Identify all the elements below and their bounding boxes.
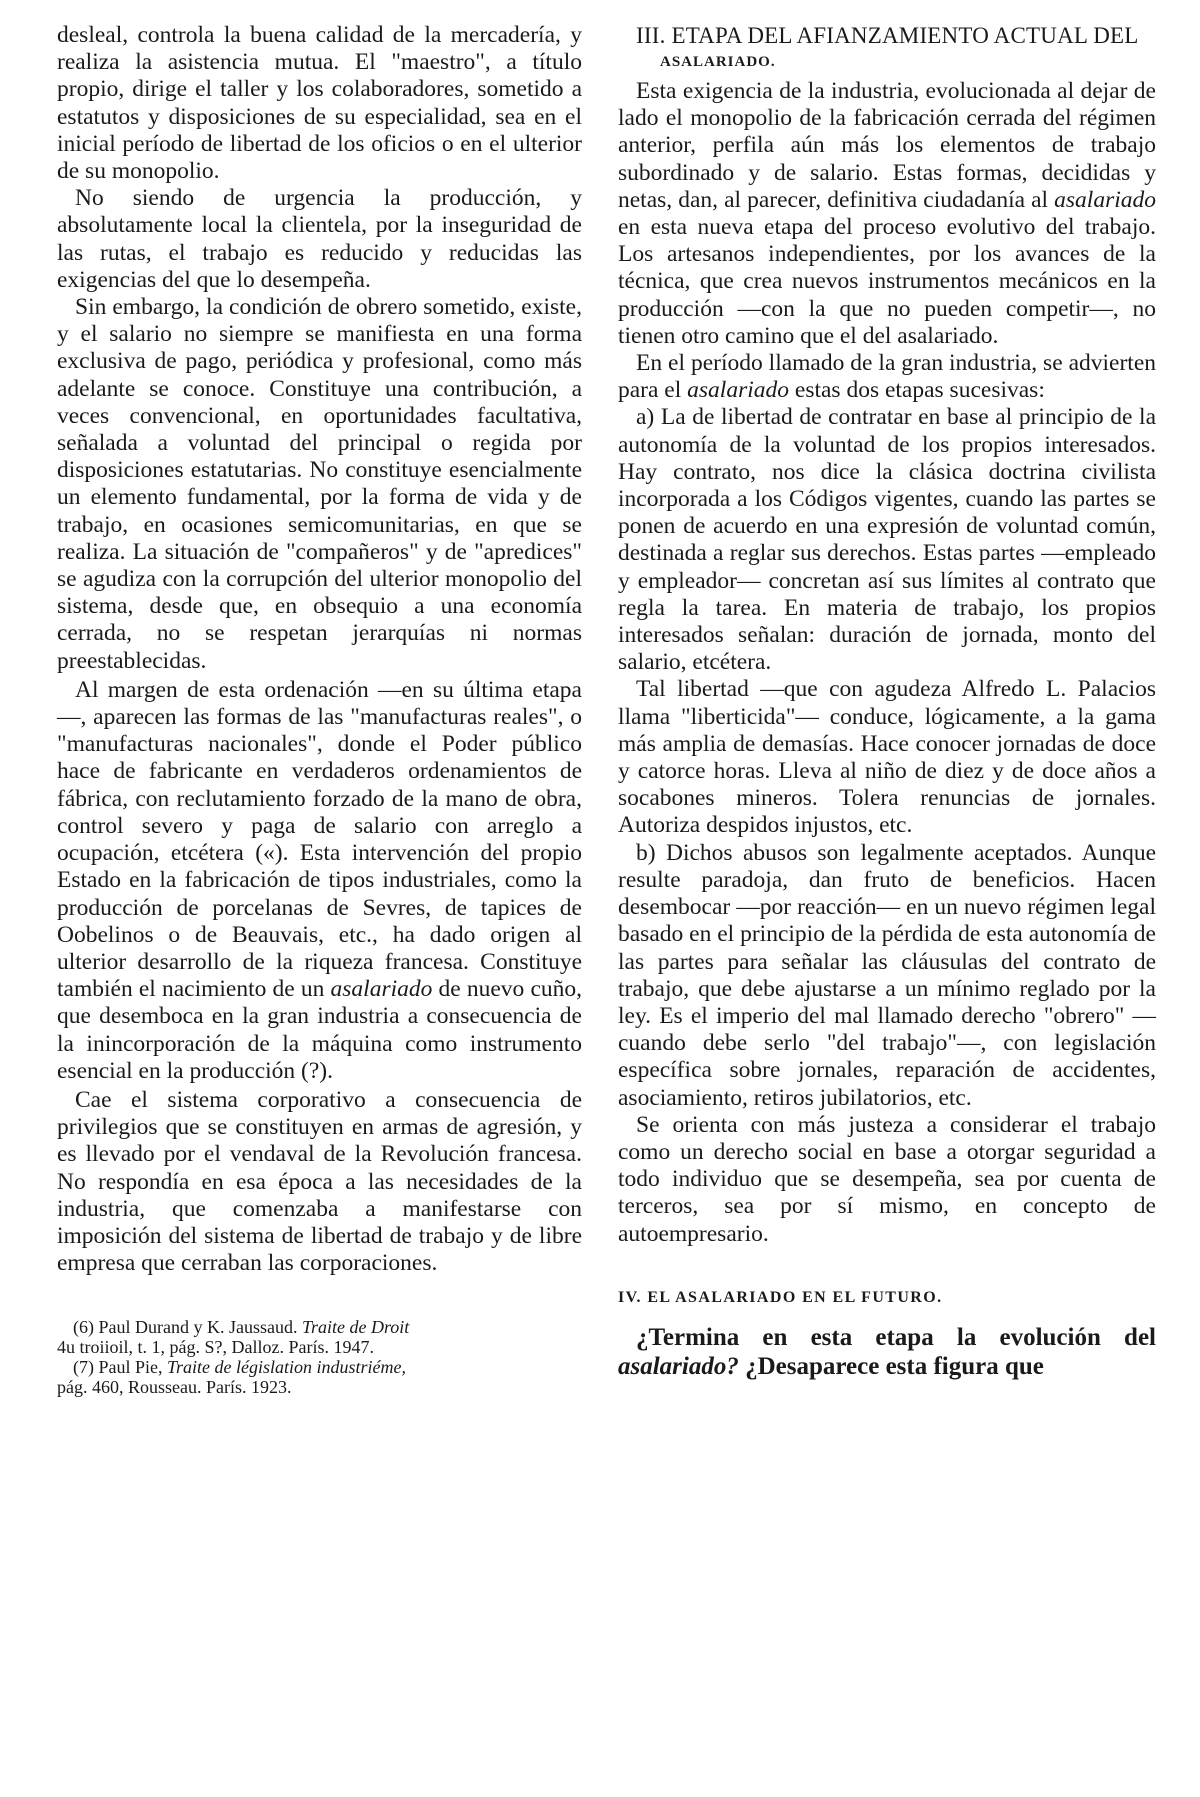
right-column [618,22,1156,1381]
paragraph: Sin embargo, la condición de obrero sometido, existe, y el salario no siempre se manifiesta en una forma exclusiva de pago, periódica y profesional, como más adelante se conoce. Constituye una contribución, a veces convencional, en oportunidades facultativa, señalada a voluntad del principal o regida por disposiciones estatutarias. No constituye esencialmente un elemento fundamental, por la forma de vida y de trabajo, en ocasiones semicomunitarias, en que se realiza. La situación de "compañeros" y de "apredices" se agudiza con la corrupción del ulterior monopolio del sistema, desde que, en obsequio a una economía cerrada, no se respetan jerarquías ni normas preestablecidas. [57,294,582,674]
paragraph: desleal, controla la buena calidad de la mercadería, y realiza la asistencia mutua. El "maestro", a título propio, dirige el taller y los colaboradores, sometido a estatutos y disposiciones de su especialidad, sea en el inicial período de libertad de los oficios o en el ulterior de su monopolio. [57,22,582,185]
emphasis-text: asalariado [1054,186,1156,213]
emphasis-text: asalariado [330,976,433,1003]
emphasis-text: asalariado [687,377,790,404]
section-heading-iii-cont: ASALARIADO. [660,54,776,70]
section-heading-iv: IV. EL ASALARIADO EN EL FUTURO. [618,1288,943,1306]
text-run: 4u troiioil, t. 1, pág. S?, Dalloz. París. 1947. [57,1337,374,1358]
paragraph [618,350,1156,404]
heading-text: III. ETAPA DEL AFIANZAMIENTO ACTUAL DEL [636,23,1139,48]
question-paragraph [618,1323,1156,1381]
paragraph: a) La de libertad de contratar en base al principio de la autonomía de la voluntad de los propios interesados. Hay contrato, nos dice la clásica doctrina civilista incorporada a los Códigos vigentes, cuando las partes se ponen de acuerdo en una expresión de voluntad común, destinada a reglar sus derechos. Estas partes —empleado y empleador— concretan así sus límites al contrato que regla la tarea. En materia de trabajo, los propios interesados señalan: duración de jornada, monto del salario, etcétera. [618,404,1156,676]
text-run: de nuevo cuño, que desemboca en la gran industria a consecuencia de la inincorporación de la máquina como instrumento esencial en la producción (?). [57,976,582,1084]
text-run: estas dos etapas sucesivas: [789,377,1045,404]
text-run: pág. 460, Rousseau. París. 1923. [57,1377,292,1398]
footnotes [57,1317,582,1397]
paragraph: Cae el sistema corporativo a consecuencia de privilegios que se constituyen en armas de agresión, y es llevado por el vendaval de la Revolución francesa. No respondía en esa época a las necesidades de la industria, que comenzaba a manifestarse con imposición del sistema de libertad de trabajo y de libre empresa que cerraban las corporaciones. [57,1086,582,1277]
text-run: ¿Termina en esta etapa la evolución del [636,1323,1156,1351]
emphasis-text: Traite de Droit [301,1317,410,1338]
paragraph [618,78,1156,350]
paragraph: b) Dichos abusos son legalmente aceptados. Aunque resulte paradoja, dan fruto de beneficios. Hacen desembocar —por reacción— en un nuevo régimen legal basado en el principio de la pérdida de esta autonomía de las partes para señalar las cláusulas del contrato de trabajo, que debe ajustarse a un mínimo reglado por la ley. Es el imperio del mal llamado derecho "obrero" —cuando debe serlo "del trabajo"—, con legislación específica sobre jornales, reparación de accidentes, asociamiento, retiros jubilatorios, etc. [618,839,1156,1111]
text-run: En el período llamado de la gran industria, se advierten para el [618,350,1156,404]
paragraph: Tal libertad —que con agudeza Alfredo L. Palacios llama "liberticida"— conduce, lógicamente, a la gama más amplia de demasías. Hace conocer jornadas de doce y catorce horas. Lleva al niño de diez y de doce años a socabones mineros. Tolera renuncias de jornales. Autoriza despidos injustos, etc. [618,676,1156,839]
emphasis-text: Traite de législation industriéme, [167,1357,406,1378]
emphasis-text: asalariado? [618,1352,739,1380]
footnote-6 [57,1317,582,1357]
text-run: Esta exigencia de la industria, evolucionada al dejar de lado el monopolio de la fabricación cerrada del régimen anterior, perfila aún más los elementos de trabajo subordinado y de salario. Estas formas, decididas y netas, dan, al parecer, definitiva ciudadanía al [618,78,1156,213]
footnote-7 [57,1357,582,1397]
section-heading-iii [618,22,1156,49]
paragraph: Se orienta con más justeza a considerar el trabajo como un derecho social en base a otorgar seguridad a todo individuo que se desempeña, sea por cuenta de terceros, sea por sí mismo, en concepto de autoempresario. [618,1111,1156,1247]
paragraph: No siendo de urgencia la producción, y absolutamente local la clientela, por la inseguridad de las rutas, el trabajo es reducido y reducidas las exigencias del que lo desempeña. [57,185,582,293]
text-run: (6) Paul Durand y K. Jaussaud. [73,1317,302,1338]
paragraph [57,677,582,1085]
text-run: ¿Desaparece esta figura que [738,1352,1044,1380]
text-run: Al margen de esta ordenación —en su última etapa—, aparecen las formas de las "manufacturas reales", o "manufacturas nacionales", donde el Poder público hace de fabricante en verdaderos ordenamientos de fábrica, con reclutamiento forzado de la mano de obra, control severo y paga de salario con arreglo a ocupación, etcétera («). Esta intervención del propio Estado en la fabricación de tipos industriales, como la producción de porcelanas de Sevres, de tapices de Oobelinos o de Beauvais, etc., ha dado origen al ulterior desarrollo de la riqueza francesa. Constituye también el nacimiento de un [57,676,582,1003]
text-run: (7) Paul Pie, [73,1357,167,1378]
text-run: en esta nueva etapa del proceso evolutivo del trabajo. Los artesanos independientes, por los avances de la técnica, que crea nuevos instrumentos mecánicos en la producción —con la que no pueden competir—, no tienen otro camino que el del asalariado. [618,214,1156,349]
left-column [57,22,582,1397]
